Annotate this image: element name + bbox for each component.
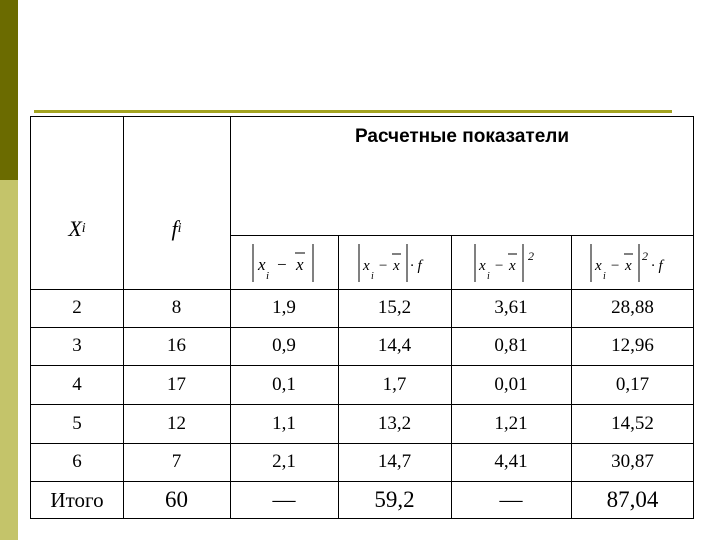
table-cell: 14,4: [377, 335, 412, 356]
total-label: Итого: [50, 487, 104, 512]
header-f: [123, 209, 230, 249]
total-cell: —: [272, 487, 296, 512]
table-cell: 1,21: [494, 412, 528, 434]
formula-x: x: [362, 258, 370, 274]
formula-minus: −: [609, 258, 620, 274]
table-cell: 30,87: [611, 451, 654, 472]
table-cell: 0,17: [615, 373, 650, 395]
header-x-subscript: i: [81, 221, 86, 236]
table-cell: 0,01: [494, 373, 528, 395]
header-x-symbol: X: [68, 216, 82, 241]
table-cell: 4,41: [494, 451, 528, 472]
formula-x-mean: x: [392, 258, 400, 274]
title-underline: [34, 110, 672, 113]
formula-x-mean: x: [509, 258, 516, 274]
formula-minus: −: [494, 258, 505, 274]
formula-minus: −: [377, 258, 388, 274]
formula-sub-i: i: [487, 271, 490, 282]
formula-x: x: [479, 258, 486, 274]
formula-abs-deviation-times-f: [338, 235, 451, 289]
table-cell: 17: [167, 373, 186, 395]
formula-x-mean: x: [296, 255, 304, 274]
header-x: [31, 209, 123, 249]
table-cell: 0,81: [494, 335, 528, 356]
formula-sub-i: i: [266, 270, 270, 282]
total-cell: 59,2: [374, 487, 415, 512]
table-cell: 8: [171, 297, 182, 318]
total-cell: 60: [165, 487, 188, 512]
table-cell: 12: [167, 412, 186, 434]
formula-times-f: · f: [650, 258, 663, 274]
table-cell: 0,9: [272, 335, 296, 356]
formula-x: x: [594, 258, 602, 274]
header-f-subscript: i: [177, 221, 182, 236]
formula-sub-i: i: [602, 271, 606, 282]
formula-times-f: · f: [409, 258, 422, 274]
table-cell: 1,1: [272, 412, 296, 434]
table-cell: 12,96: [611, 335, 654, 356]
table-cell: 1,7: [382, 373, 407, 395]
header-group-title: Расчетные показатели: [354, 126, 570, 147]
table-cell: 14,52: [611, 412, 654, 434]
table-cell: 16: [167, 335, 186, 356]
formula-x-mean: x: [624, 258, 632, 274]
table-cell: 3,61: [494, 297, 528, 318]
formula-abs-deviation: [230, 235, 338, 289]
slide-side-band-light: [0, 180, 18, 540]
formula-squared-deviation-times-f: [571, 235, 694, 289]
table-cell: 15,2: [377, 297, 412, 318]
statistics-table: [30, 116, 694, 519]
total-cell: —: [499, 487, 523, 512]
table-cell: 2,1: [272, 451, 296, 472]
header-f-symbol: f: [171, 216, 178, 241]
table-cell: 5: [72, 412, 82, 434]
formula-exponent: 2: [641, 249, 648, 263]
formula-minus: −: [276, 255, 288, 274]
formula-x: x: [258, 255, 266, 274]
table-cell: 0,1: [272, 373, 296, 395]
table-cell: 1,9: [272, 297, 296, 318]
table-cell: 13,2: [377, 412, 412, 434]
formula-squared-deviation: [451, 235, 571, 289]
total-cell: 87,04: [606, 487, 659, 512]
table-cell: 14,7: [377, 451, 412, 472]
table-cell: 28,88: [611, 297, 654, 318]
formula-exponent: 2: [528, 249, 534, 263]
formula-sub-i: i: [370, 271, 374, 282]
table-cell: 7: [171, 451, 182, 472]
table-cell: 6: [72, 451, 82, 472]
table-cell: 4: [72, 373, 82, 395]
slide-side-band-dark: [0, 0, 18, 180]
table-cell: 3: [72, 335, 82, 356]
table-cell: 2: [72, 297, 82, 318]
